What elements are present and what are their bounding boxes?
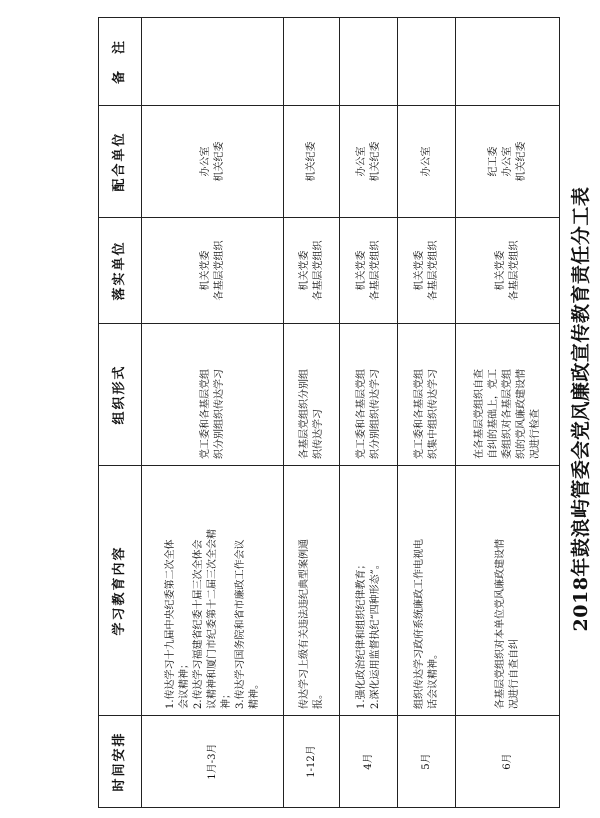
form-cell (284, 324, 340, 466)
form-line: 织传达学习 (312, 409, 324, 459)
lead-unit-line: 机关党委 (199, 250, 211, 291)
form-cell (142, 324, 284, 466)
lead-unit-line: 各基层党组织 (508, 240, 520, 301)
coop-unit-cell (398, 106, 456, 218)
responsibility-table (98, 17, 560, 808)
coop-unit-line: 办公室 (501, 146, 513, 177)
form-line: 党工委和各基层党组 (355, 369, 367, 459)
content-cell (142, 466, 284, 716)
coop-unit-line: 机关纪委 (369, 141, 381, 182)
lead-unit-cell (456, 218, 560, 324)
note-cell (340, 18, 398, 106)
table-row (456, 18, 560, 808)
lead-unit-line: 机关党委 (298, 250, 310, 291)
content-cell (284, 466, 340, 716)
coop-unit-cell (142, 106, 284, 218)
time-cell: 1-12月 (284, 716, 340, 808)
page-title: 2018年鼓浪屿管委会党风廉政宣传教育责任分工表 (570, 186, 592, 632)
content-line: 组织传达学习政府系统廉政工作电视电 (413, 539, 425, 709)
content-cell (456, 466, 560, 716)
table-row (340, 18, 398, 808)
coop-unit-cell (340, 106, 398, 218)
coop-unit-line: 办公室 (355, 146, 367, 177)
form-line: 织的党风廉政建设情 (515, 369, 527, 459)
table-row (284, 18, 340, 808)
form-line: 各基层党组织分别组 (298, 369, 310, 459)
lead-unit-line: 各基层党组织 (427, 240, 439, 301)
content-line: 各基层党组织对本单位党风廉政建设情 (494, 539, 506, 709)
content-line: 2.传达学习福建省纪委十届三次全体会 (192, 539, 204, 709)
note-cell (398, 18, 456, 106)
lead-unit-cell (398, 218, 456, 324)
content-line: 传达学习上级有关违法违纪典型案例通 (298, 539, 310, 709)
header-coop-unit: 配合单位 (99, 106, 142, 218)
header-note: 备 注 (99, 18, 142, 106)
lead-unit-line: 各基层党组织 (312, 240, 324, 301)
table-row (142, 18, 284, 808)
content-cell (398, 466, 456, 716)
lead-unit-cell (284, 218, 340, 324)
content-line: 话会议精神。 (427, 649, 439, 709)
time-cell: 1月-3月 (142, 716, 284, 808)
time-cell: 4月 (340, 716, 398, 808)
form-cell (456, 324, 560, 466)
coop-unit-line: 纪工委 (487, 146, 499, 177)
lead-unit-line: 机关党委 (413, 250, 425, 291)
content-line: 2.深化运用监督执纪“四种形态”。 (369, 559, 381, 709)
header-content: 学习教育内容 (99, 466, 142, 716)
form-line: 织分别组织传达学习 (213, 369, 225, 459)
form-line: 委组织对各基层党组 (501, 369, 513, 459)
form-cell (340, 324, 398, 466)
content-line: 会议精神； (178, 659, 190, 709)
coop-unit-line: 办公室 (199, 146, 211, 177)
coop-unit-line: 办公室 (420, 146, 432, 177)
form-cell (398, 324, 456, 466)
lead-unit-line: 机关党委 (494, 250, 506, 291)
content-line: 神； (220, 689, 232, 709)
lead-unit-cell (340, 218, 398, 324)
coop-unit-cell (284, 106, 340, 218)
time-cell: 6月 (456, 716, 560, 808)
form-line: 织分别组织传达学习 (369, 369, 381, 459)
form-line: 织集中组织传达学习 (427, 369, 439, 459)
content-line: 3.传达学习国务院和省市廉政工作会议 (234, 539, 246, 709)
content-line: 1.强化政治纪律和组织纪律教育； (355, 559, 367, 709)
content-line: 况进行自查自纠 (508, 639, 520, 709)
content-line: 精神。 (248, 679, 260, 709)
coop-unit-line: 机关纪委 (515, 141, 527, 182)
content-line: 1.传达学习十九届中央纪委第二次全体 (164, 539, 176, 709)
table-row (398, 18, 456, 808)
note-cell (456, 18, 560, 106)
lead-unit-line: 机关党委 (355, 250, 367, 291)
note-cell (284, 18, 340, 106)
form-line: 党工委和各基层党组 (199, 369, 211, 459)
header-time: 时间安排 (99, 716, 142, 808)
form-line: 党工委和各基层党组 (413, 369, 425, 459)
content-line: 报。 (312, 689, 324, 709)
header-form: 组织形式 (99, 324, 142, 466)
content-line: 议精神和厦门市纪委第十二届三次全会精 (206, 529, 218, 709)
lead-unit-line: 各基层党组织 (213, 240, 225, 301)
note-cell (142, 18, 284, 106)
header-lead-unit: 落实单位 (99, 218, 142, 324)
coop-unit-line: 机关纪委 (305, 141, 317, 182)
form-line: 自纠的基础上，党工 (487, 369, 499, 459)
coop-unit-cell (456, 106, 560, 218)
coop-unit-line: 机关纪委 (213, 141, 225, 182)
form-line: 在各基层党组织自查 (473, 369, 485, 459)
time-cell: 5月 (398, 716, 456, 808)
form-line: 况进行检查 (529, 409, 541, 459)
content-cell (340, 466, 398, 716)
table-header-row (99, 18, 142, 808)
lead-unit-cell (142, 218, 284, 324)
lead-unit-line: 各基层党组织 (369, 240, 381, 301)
